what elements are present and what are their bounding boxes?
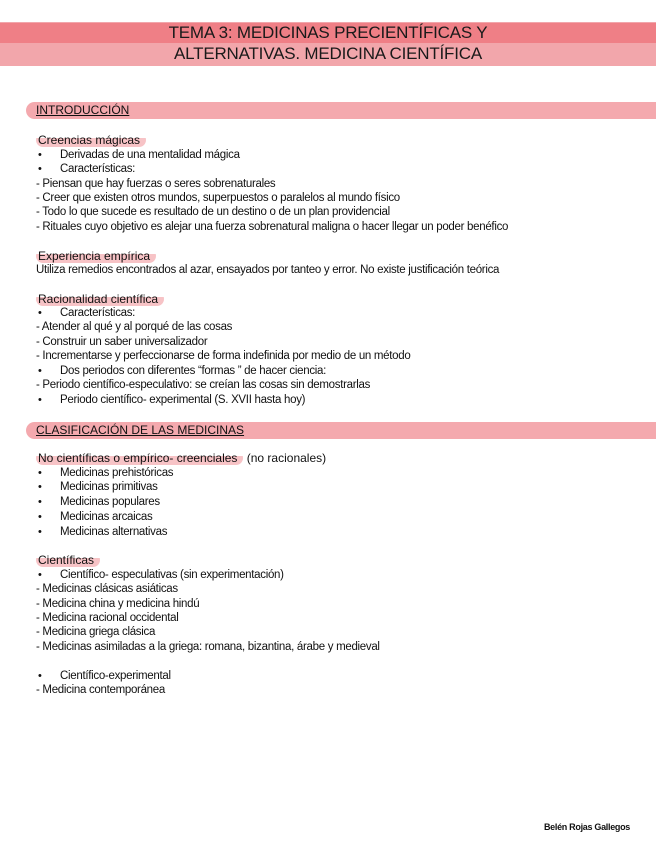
section-title: CLASIFICACIÓN DE LAS MEDICINAS <box>36 423 245 437</box>
bullet-icon: • <box>38 467 42 479</box>
list-item: Medicinas populares <box>60 496 160 508</box>
list-item: Medicinas alternativas <box>60 526 168 538</box>
subheading-experiencia: Experiencia empírica <box>36 249 156 263</box>
bullet-icon: • <box>38 569 42 581</box>
list-item: - Piensan que hay fuerzas o seres sobrenaturales <box>36 178 276 190</box>
list-item: Características: <box>60 307 136 319</box>
list-item: - Todo lo que sucede es resultado de un destino o de un plan providencial <box>36 206 390 218</box>
subheading-racionalidad: Racionalidad científica <box>36 292 164 306</box>
bullet-icon: • <box>38 670 42 682</box>
list-item: Medicinas prehistóricas <box>60 467 174 479</box>
list-item: - Medicina racional occidental <box>36 612 179 624</box>
bullet-icon: • <box>38 394 42 406</box>
list-item: - Periodo científico-especulativo: se creían las cosas sin demostrarlas <box>36 379 371 391</box>
bullet-icon: • <box>38 496 42 508</box>
page-title-line-2: ALTERNATIVAS. MEDICINA CIENTÍFICA <box>174 44 482 63</box>
list-item: - Atender al qué y al porqué de las cosas <box>36 321 233 333</box>
list-item: Periodo científico- experimental (S. XVII hasta hoy) <box>60 394 306 406</box>
footer-author: Belén Rojas Gallegos <box>543 822 630 832</box>
paragraph-text: Utiliza remedios encontrados al azar, ensayados por tanteo y error. No existe justificación teórica <box>36 264 500 276</box>
list-item: - Medicina contemporánea <box>36 684 165 696</box>
list-item: Medicinas arcaicas <box>60 511 153 523</box>
subheading-cientificas: Científicas <box>36 553 100 567</box>
list-item: - Rituales cuyo objetivo es alejar una fuerza sobrenatural maligna o hacer llegar un poder benéfico <box>36 221 509 233</box>
list-item: - Incrementarse y perfeccionarse de forma indefinida por medio de un método <box>36 350 411 362</box>
bullet-icon: • <box>38 163 42 175</box>
list-item: Dos periodos con diferentes “formas ” de hacer ciencia: <box>60 365 327 377</box>
list-item: - Medicina china y medicina hindú <box>36 598 200 610</box>
list-item: - Construir un saber universalizador <box>36 336 208 348</box>
subheading-no-cientificas: No científicas o empírico- creenciales (no racionales) <box>38 451 327 465</box>
list-item: - Medicinas asimiladas a la griega: romana, bizantina, árabe y medieval <box>36 641 380 653</box>
page-title-line-1: TEMA 3: MEDICINAS PRECIENTÍFICAS Y <box>0 23 656 43</box>
bullet-icon: • <box>38 149 42 161</box>
list-item: - Creer que existen otros mundos, superpuestos o paralelos al mundo físico <box>36 192 400 204</box>
bullet-icon: • <box>38 365 42 377</box>
list-item: Científico- especulativas (sin experimentación) <box>60 569 284 581</box>
list-item: Características: <box>60 163 136 175</box>
section-title: INTRODUCCIÓN <box>36 103 130 117</box>
bullet-icon: • <box>38 307 42 319</box>
list-item: Derivadas de una mentalidad mágica <box>60 149 240 161</box>
section-header-clasificacion <box>26 422 656 439</box>
bullet-icon: • <box>38 526 42 538</box>
list-item: - Medicinas clásicas asiáticas <box>36 583 178 595</box>
subheading-creencias: Creencias mágicas <box>36 133 146 147</box>
list-item: Medicinas primitivas <box>60 481 158 493</box>
section-header-introduccion <box>26 102 656 119</box>
bullet-icon: • <box>38 481 42 493</box>
list-item: Científico-experimental <box>60 670 171 682</box>
bullet-icon: • <box>38 511 42 523</box>
list-item: - Medicina griega clásica <box>36 626 156 638</box>
